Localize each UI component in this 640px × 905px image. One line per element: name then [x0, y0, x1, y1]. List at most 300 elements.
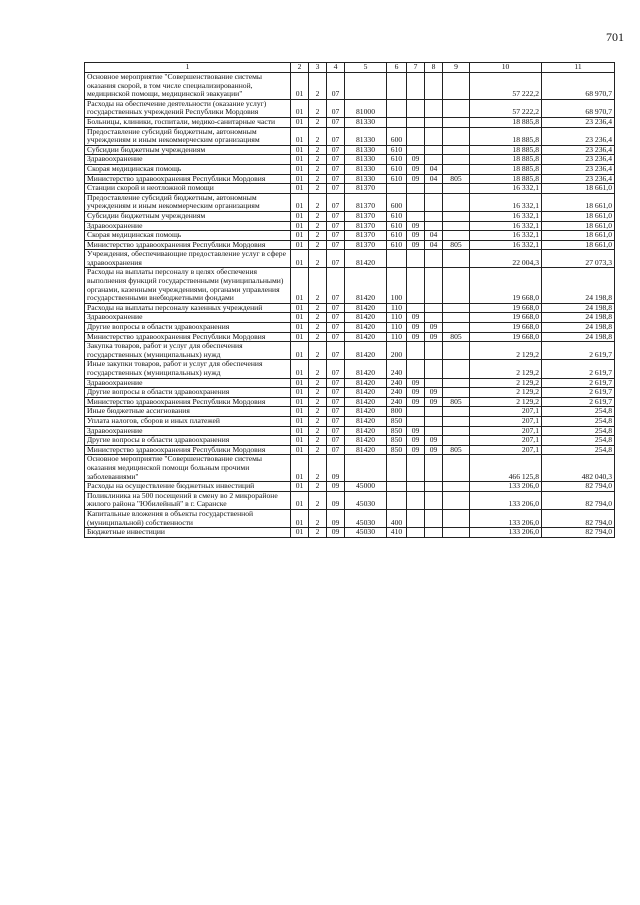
table-row [85, 231, 615, 241]
code-subprogram: 2 [309, 455, 327, 482]
table-row [85, 117, 615, 127]
row-name: Другие вопросы в области здравоохранения [85, 388, 291, 398]
code-event: 07 [327, 268, 345, 303]
value-col-10: 207,1 [470, 445, 542, 455]
code-subprogram: 2 [309, 407, 327, 417]
table-row [85, 250, 615, 268]
code-program: 01 [291, 378, 309, 388]
code-program: 01 [291, 268, 309, 303]
code-expense-type: 610 [387, 174, 407, 184]
code-direction: 45000 [345, 482, 387, 492]
code-direction: 81420 [345, 313, 387, 323]
code-direction: 81420 [345, 332, 387, 342]
code-section [407, 342, 425, 360]
value-col-11: 23 236,4 [542, 174, 615, 184]
code-ministry: 805 [443, 174, 470, 184]
code-direction: 81420 [345, 303, 387, 313]
code-direction: 81420 [345, 250, 387, 268]
code-expense-type: 610 [387, 211, 407, 221]
table-row [85, 360, 615, 378]
table-row [85, 388, 615, 398]
code-subsection [425, 303, 443, 313]
code-program: 01 [291, 193, 309, 211]
code-section [407, 416, 425, 426]
code-direction: 81370 [345, 184, 387, 194]
code-section [407, 184, 425, 194]
code-program: 01 [291, 155, 309, 165]
code-direction: 81420 [345, 397, 387, 407]
code-subsection: 04 [425, 231, 443, 241]
code-subsection: 09 [425, 332, 443, 342]
code-ministry [443, 491, 470, 509]
table-row [85, 455, 615, 482]
code-direction: 45030 [345, 509, 387, 527]
table-row [85, 193, 615, 211]
code-section: 09 [407, 332, 425, 342]
code-direction: 45030 [345, 528, 387, 538]
value-col-10: 19 668,0 [470, 323, 542, 333]
code-program: 01 [291, 407, 309, 417]
value-col-11: 23 236,4 [542, 164, 615, 174]
code-direction: 81330 [345, 117, 387, 127]
table-row [85, 164, 615, 174]
value-col-10: 18 885,8 [470, 155, 542, 165]
code-section: 09 [407, 378, 425, 388]
value-col-11: 24 198,8 [542, 303, 615, 313]
code-ministry [443, 303, 470, 313]
value-col-10: 18 885,8 [470, 164, 542, 174]
code-direction: 81330 [345, 145, 387, 155]
value-col-10: 207,1 [470, 426, 542, 436]
code-direction: 81420 [345, 360, 387, 378]
code-subsection: 09 [425, 436, 443, 446]
code-subsection [425, 99, 443, 117]
code-program: 01 [291, 221, 309, 231]
code-expense-type [387, 482, 407, 492]
code-expense-type: 110 [387, 313, 407, 323]
budget-table [84, 62, 615, 538]
row-name: Предоставление субсидий бюджетным, автономным учреждениям и иным некоммерческим организациям [85, 127, 291, 145]
row-name: Министерство здравоохранения Республики Мордовия [85, 397, 291, 407]
row-name: Основное мероприятие "Совершенствование системы оказания скорой, в том числе специализированной, медицинской помощи, медицинской эвакуации" [85, 73, 291, 100]
table-row [85, 323, 615, 333]
value-col-11: 68 970,7 [542, 99, 615, 117]
value-col-11: 18 661,0 [542, 193, 615, 211]
value-col-10: 18 885,8 [470, 117, 542, 127]
code-subsection [425, 509, 443, 527]
code-subsection [425, 193, 443, 211]
code-subsection [425, 127, 443, 145]
code-ministry: 805 [443, 445, 470, 455]
code-section [407, 193, 425, 211]
row-name: Министерство здравоохранения Республики Мордовия [85, 240, 291, 250]
code-event: 07 [327, 360, 345, 378]
code-section [407, 73, 425, 100]
value-col-10: 2 129,2 [470, 388, 542, 398]
code-ministry [443, 250, 470, 268]
code-event: 09 [327, 528, 345, 538]
code-subsection: 04 [425, 174, 443, 184]
code-expense-type [387, 117, 407, 127]
code-ministry [443, 509, 470, 527]
code-program: 01 [291, 323, 309, 333]
code-ministry: 805 [443, 240, 470, 250]
code-section: 09 [407, 164, 425, 174]
code-ministry: 805 [443, 397, 470, 407]
value-col-11: 27 073,3 [542, 250, 615, 268]
code-program: 01 [291, 332, 309, 342]
code-subprogram: 2 [309, 174, 327, 184]
value-col-10: 22 004,3 [470, 250, 542, 268]
code-section: 09 [407, 426, 425, 436]
code-event: 09 [327, 509, 345, 527]
value-col-11: 82 794,0 [542, 482, 615, 492]
value-col-10: 19 668,0 [470, 268, 542, 303]
code-program: 01 [291, 211, 309, 221]
table-row [85, 342, 615, 360]
code-event: 07 [327, 445, 345, 455]
code-direction: 81370 [345, 193, 387, 211]
value-col-11: 18 661,0 [542, 211, 615, 221]
code-event: 07 [327, 73, 345, 100]
code-expense-type: 110 [387, 332, 407, 342]
code-expense-type: 600 [387, 127, 407, 145]
row-name: Министерство здравоохранения Республики Мордовия [85, 174, 291, 184]
table-row [85, 73, 615, 100]
code-ministry [443, 164, 470, 174]
code-section: 09 [407, 231, 425, 241]
row-name: Бюджетные инвестиции [85, 528, 291, 538]
code-section [407, 250, 425, 268]
row-name: Здравоохранение [85, 313, 291, 323]
code-direction: 81420 [345, 378, 387, 388]
code-section [407, 482, 425, 492]
value-col-10: 16 332,1 [470, 240, 542, 250]
code-event: 07 [327, 323, 345, 333]
code-direction: 81420 [345, 407, 387, 417]
code-expense-type: 240 [387, 360, 407, 378]
code-subprogram: 2 [309, 268, 327, 303]
code-ministry [443, 407, 470, 417]
column-header: 9 [443, 63, 470, 73]
code-ministry [443, 482, 470, 492]
table-row [85, 436, 615, 446]
code-expense-type: 850 [387, 426, 407, 436]
code-ministry [443, 211, 470, 221]
code-program: 01 [291, 491, 309, 509]
code-subsection: 09 [425, 388, 443, 398]
code-program: 01 [291, 231, 309, 241]
code-section [407, 509, 425, 527]
code-expense-type: 850 [387, 436, 407, 446]
code-ministry [443, 342, 470, 360]
row-name: Скорая медицинская помощь [85, 231, 291, 241]
code-subprogram: 2 [309, 388, 327, 398]
code-event: 09 [327, 482, 345, 492]
column-header: 7 [407, 63, 425, 73]
code-event: 07 [327, 231, 345, 241]
code-expense-type: 600 [387, 193, 407, 211]
code-direction: 81330 [345, 127, 387, 145]
value-col-10: 207,1 [470, 407, 542, 417]
code-expense-type: 610 [387, 145, 407, 155]
value-col-10: 19 668,0 [470, 332, 542, 342]
value-col-11: 23 236,4 [542, 117, 615, 127]
table-row [85, 127, 615, 145]
code-expense-type: 850 [387, 416, 407, 426]
code-subprogram: 2 [309, 378, 327, 388]
value-col-11: 24 198,8 [542, 313, 615, 323]
value-col-10: 16 332,1 [470, 193, 542, 211]
code-expense-type: 110 [387, 323, 407, 333]
row-name: Расходы на осуществление бюджетных инвестиций [85, 482, 291, 492]
code-ministry [443, 323, 470, 333]
code-program: 01 [291, 303, 309, 313]
code-subsection [425, 482, 443, 492]
code-subprogram: 2 [309, 155, 327, 165]
code-expense-type: 100 [387, 268, 407, 303]
code-event: 07 [327, 416, 345, 426]
row-name: Здравоохранение [85, 378, 291, 388]
code-subprogram: 2 [309, 360, 327, 378]
value-col-11: 18 661,0 [542, 240, 615, 250]
value-col-11: 23 236,4 [542, 155, 615, 165]
code-section [407, 360, 425, 378]
code-expense-type [387, 73, 407, 100]
value-col-11: 68 970,7 [542, 73, 615, 100]
code-subprogram: 2 [309, 342, 327, 360]
code-event: 07 [327, 342, 345, 360]
code-expense-type: 240 [387, 388, 407, 398]
code-subsection [425, 416, 443, 426]
code-direction: 81330 [345, 174, 387, 184]
code-event: 07 [327, 378, 345, 388]
code-section: 09 [407, 240, 425, 250]
code-program: 01 [291, 397, 309, 407]
code-program: 01 [291, 360, 309, 378]
row-name: Здравоохранение [85, 426, 291, 436]
code-event: 07 [327, 193, 345, 211]
code-ministry [443, 528, 470, 538]
row-name: Основное мероприятие "Совершенствование системы оказания медицинской помощи больным прочими заболеваниями" [85, 455, 291, 482]
code-direction: 81420 [345, 436, 387, 446]
code-section: 09 [407, 313, 425, 323]
value-col-11: 2 619,7 [542, 397, 615, 407]
value-col-10: 18 885,8 [470, 127, 542, 145]
table-row [85, 268, 615, 303]
code-subsection [425, 528, 443, 538]
code-expense-type: 400 [387, 509, 407, 527]
code-direction [345, 455, 387, 482]
code-event: 07 [327, 303, 345, 313]
row-name: Поликлиника на 500 посещений в смену во 2 микрорайоне жилого района "Юбилейный" в г. Саранске [85, 491, 291, 509]
row-name: Министерство здравоохранения Республики Мордовия [85, 332, 291, 342]
column-header: 1 [85, 63, 291, 73]
column-header: 4 [327, 63, 345, 73]
row-name: Здравоохранение [85, 221, 291, 231]
row-name: Субсидии бюджетным учреждениям [85, 145, 291, 155]
code-subprogram: 2 [309, 184, 327, 194]
code-direction [345, 73, 387, 100]
column-header: 3 [309, 63, 327, 73]
value-col-11: 82 794,0 [542, 509, 615, 527]
code-subsection: 04 [425, 164, 443, 174]
code-ministry [443, 378, 470, 388]
row-name: Расходы на обеспечение деятельности (оказание услуг) государственных учреждений Республики Мордовия [85, 99, 291, 117]
value-col-11: 2 619,7 [542, 342, 615, 360]
value-col-10: 16 332,1 [470, 184, 542, 194]
code-subprogram: 2 [309, 445, 327, 455]
code-section: 09 [407, 388, 425, 398]
code-subprogram: 2 [309, 436, 327, 446]
code-program: 01 [291, 117, 309, 127]
code-program: 01 [291, 127, 309, 145]
code-direction: 81420 [345, 268, 387, 303]
code-subprogram: 2 [309, 491, 327, 509]
row-name: Другие вопросы в области здравоохранения [85, 436, 291, 446]
code-expense-type: 610 [387, 231, 407, 241]
table-row [85, 211, 615, 221]
code-section [407, 117, 425, 127]
code-ministry [443, 313, 470, 323]
code-subsection [425, 155, 443, 165]
code-section: 09 [407, 174, 425, 184]
code-direction: 81420 [345, 342, 387, 360]
value-col-11: 254,8 [542, 426, 615, 436]
code-ministry [443, 436, 470, 446]
value-col-11: 2 619,7 [542, 388, 615, 398]
code-direction: 81420 [345, 445, 387, 455]
code-ministry [443, 416, 470, 426]
value-col-11: 23 236,4 [542, 127, 615, 145]
code-expense-type: 410 [387, 528, 407, 538]
value-col-10: 2 129,2 [470, 360, 542, 378]
value-col-11: 24 198,8 [542, 323, 615, 333]
value-col-10: 133 206,0 [470, 509, 542, 527]
code-subsection: 09 [425, 323, 443, 333]
code-subprogram: 2 [309, 117, 327, 127]
table-row [85, 528, 615, 538]
code-ministry [443, 455, 470, 482]
code-subprogram: 2 [309, 99, 327, 117]
code-event: 09 [327, 491, 345, 509]
code-subprogram: 2 [309, 332, 327, 342]
code-program: 01 [291, 436, 309, 446]
code-subsection [425, 117, 443, 127]
code-program: 01 [291, 250, 309, 268]
column-header: 8 [425, 63, 443, 73]
code-program: 01 [291, 313, 309, 323]
code-section: 09 [407, 397, 425, 407]
code-event: 07 [327, 397, 345, 407]
code-program: 01 [291, 240, 309, 250]
code-ministry [443, 99, 470, 117]
code-expense-type: 240 [387, 378, 407, 388]
code-ministry [443, 117, 470, 127]
code-section: 09 [407, 155, 425, 165]
code-event: 07 [327, 426, 345, 436]
code-subprogram: 2 [309, 73, 327, 100]
code-section [407, 407, 425, 417]
code-ministry [443, 231, 470, 241]
code-expense-type [387, 99, 407, 117]
code-subprogram: 2 [309, 313, 327, 323]
column-header: 2 [291, 63, 309, 73]
code-section [407, 211, 425, 221]
value-col-10: 133 206,0 [470, 528, 542, 538]
code-section [407, 127, 425, 145]
value-col-11: 24 198,8 [542, 268, 615, 303]
column-header: 10 [470, 63, 542, 73]
value-col-10: 133 206,0 [470, 491, 542, 509]
code-subsection [425, 73, 443, 100]
code-direction: 81420 [345, 323, 387, 333]
row-name: Здравоохранение [85, 155, 291, 165]
code-section [407, 99, 425, 117]
code-event: 07 [327, 127, 345, 145]
value-col-10: 19 668,0 [470, 313, 542, 323]
code-direction: 81420 [345, 416, 387, 426]
value-col-10: 207,1 [470, 416, 542, 426]
code-event: 07 [327, 211, 345, 221]
code-program: 01 [291, 416, 309, 426]
code-program: 01 [291, 164, 309, 174]
value-col-11: 254,8 [542, 416, 615, 426]
code-expense-type: 610 [387, 240, 407, 250]
value-col-10: 16 332,1 [470, 221, 542, 231]
code-expense-type: 610 [387, 164, 407, 174]
code-program: 01 [291, 342, 309, 360]
code-subsection [425, 342, 443, 360]
value-col-11: 18 661,0 [542, 231, 615, 241]
code-expense-type [387, 491, 407, 509]
code-section: 09 [407, 445, 425, 455]
code-program: 01 [291, 482, 309, 492]
column-header: 11 [542, 63, 615, 73]
code-event: 07 [327, 221, 345, 231]
code-program: 01 [291, 528, 309, 538]
row-name: Капитальные вложения в объекты государственной (муниципальной) собственности [85, 509, 291, 527]
code-ministry [443, 388, 470, 398]
value-col-11: 18 661,0 [542, 184, 615, 194]
code-event: 07 [327, 250, 345, 268]
code-subsection [425, 145, 443, 155]
code-section: 09 [407, 221, 425, 231]
code-section: 09 [407, 323, 425, 333]
table-row [85, 491, 615, 509]
code-subprogram: 2 [309, 127, 327, 145]
value-col-10: 57 222,2 [470, 73, 542, 100]
code-program: 01 [291, 388, 309, 398]
code-subsection: 09 [425, 397, 443, 407]
code-subsection: 09 [425, 445, 443, 455]
code-subprogram: 2 [309, 528, 327, 538]
value-col-10: 2 129,2 [470, 397, 542, 407]
code-subsection [425, 455, 443, 482]
code-subprogram: 2 [309, 482, 327, 492]
value-col-10: 133 206,0 [470, 482, 542, 492]
code-event: 07 [327, 184, 345, 194]
code-expense-type: 110 [387, 303, 407, 313]
code-ministry [443, 426, 470, 436]
code-expense-type: 610 [387, 221, 407, 231]
table-header-row [85, 63, 615, 73]
code-ministry [443, 221, 470, 231]
value-col-10: 19 668,0 [470, 303, 542, 313]
code-subprogram: 2 [309, 231, 327, 241]
code-subprogram: 2 [309, 211, 327, 221]
value-col-11: 254,8 [542, 445, 615, 455]
